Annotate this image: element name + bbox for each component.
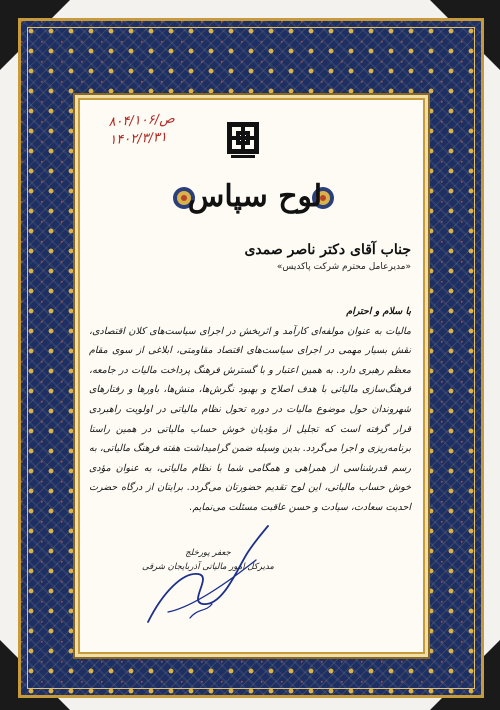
- certificate-panel: [78, 98, 425, 654]
- emblem-icon: [225, 120, 261, 160]
- signature-icon: [128, 512, 278, 632]
- addressee-role: «مدیرعامل محترم شرکت پاکدیس»: [276, 262, 411, 272]
- reference-date: ۱۴۰۲/۳/۳۱: [108, 129, 168, 148]
- title-block: [170, 172, 340, 226]
- signatory-title: مدیرکل امور مالیاتی آذربایجان شرقی: [142, 562, 274, 572]
- addressee-name: جناب آقای دکتر ناصر صمدی: [244, 242, 411, 258]
- signature-block: [128, 512, 278, 632]
- reference-number: ۸۰۴/۱۰۶/ص: [108, 111, 176, 130]
- reference-block: [108, 108, 220, 150]
- signatory-name: جعفر پورخلج: [185, 548, 231, 558]
- letter-paragraph: مالیات به عنوان مولفه‌ای کارآمد و اثربخش در اجرای سیاست‌های کلان اقتصادی، نقش بسیار مهمی در اجرای سیاست‌های اقتصاد مقاومتی، ابلاغی از سوی مقام معظم رهبری دارد. به همین اعتبار و با گسترش فرهنگ پرداخت مالیات در جامعه، فرهنگ‌سازی مالیاتی با هدف اصلاح و بهبود نگرش‌ها، منش‌ها، باورها و رفتارهای شهروندان حول موضوع مالیات در دوره تحول نظام مالیاتی در اولویت راهبردی قرار گرفته است که تجلیل از مؤدیان خوش حساب مالیاتی در همین راستا برنامه‌ریزی و اجرا می‌گردد. بدین وسیله ضمن گرامیداشت هفته فرهنگ مالیاتی، به رسم قدرشناسی از همراهی و همگامی شما با نظام مالیاتی، به عنوان مؤدی خوش حساب مالیاتی، این لوح تقدیم حضورتان می‌گردد. برایتان از درگاه حضرت احدیت سعادت، سیادت و حسن عاقبت مسئلت می‌نمایم.: [89, 325, 411, 513]
- page-title: لوح سپاس: [187, 179, 323, 214]
- addressee-block: [111, 242, 411, 272]
- letter-body: [89, 302, 411, 518]
- greeting: با سلام و احترام: [346, 306, 411, 317]
